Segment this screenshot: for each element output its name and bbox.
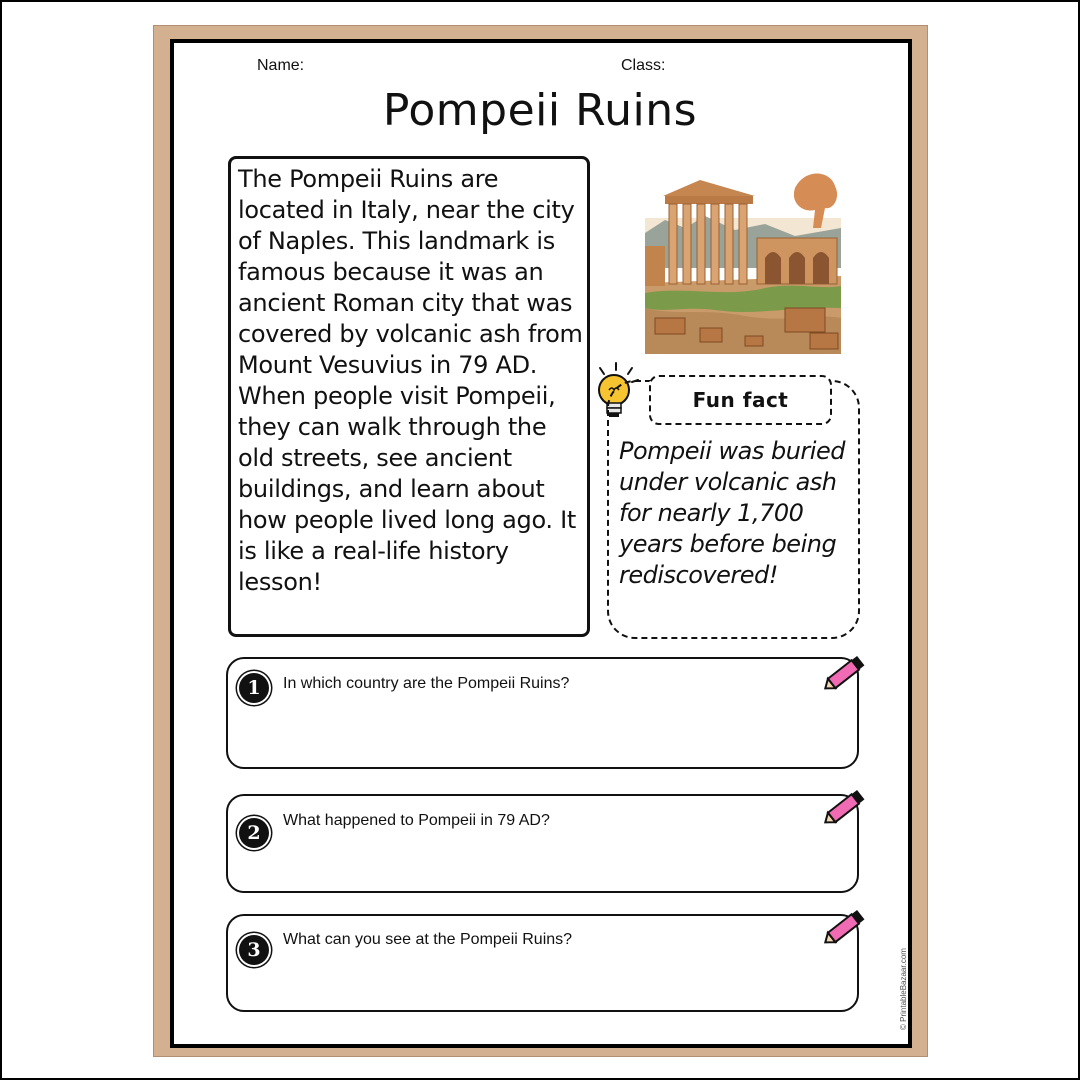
pencil-icon bbox=[820, 784, 870, 830]
fun-fact-heading: Fun fact bbox=[649, 375, 832, 425]
copyright-text: © PrintableBazaar.com bbox=[899, 948, 908, 1030]
pencil-icon bbox=[820, 650, 870, 696]
page-title: Pompeii Ruins bbox=[382, 85, 698, 136]
answer-box-3[interactable] bbox=[226, 914, 859, 1012]
answer-box-2[interactable] bbox=[226, 794, 859, 893]
question-number-1: 1 bbox=[239, 673, 269, 703]
question-text-3: What can you see at the Pompeii Ruins? bbox=[283, 931, 573, 948]
class-label: Class: bbox=[621, 57, 666, 74]
question-text-1: In which country are the Pompeii Ruins? bbox=[283, 675, 570, 692]
pencil-icon bbox=[820, 904, 870, 950]
ruins-illustration bbox=[645, 158, 841, 354]
name-label: Name: bbox=[257, 57, 305, 74]
question-number-2: 2 bbox=[239, 818, 269, 848]
answer-box-1[interactable] bbox=[226, 657, 859, 769]
question-text-2: What happened to Pompeii in 79 AD? bbox=[283, 812, 550, 829]
question-number-3: 3 bbox=[239, 935, 269, 965]
passage-text: The Pompeii Ruins are located in Italy, near the city of Naples. This landmark is famous because it was an ancient Roman city that was covered by volcanic ash from Mount Vesuvius in 79 AD. When people visit Pompeii, they can walk through the old streets, see ancient buildings, and learn about how people lived long ago. It is like a real-life history lesson! bbox=[238, 165, 583, 596]
fun-fact-text: Pompeii was buried under volcanic ash for nearly 1,700 years before being rediscovered! bbox=[619, 437, 845, 589]
